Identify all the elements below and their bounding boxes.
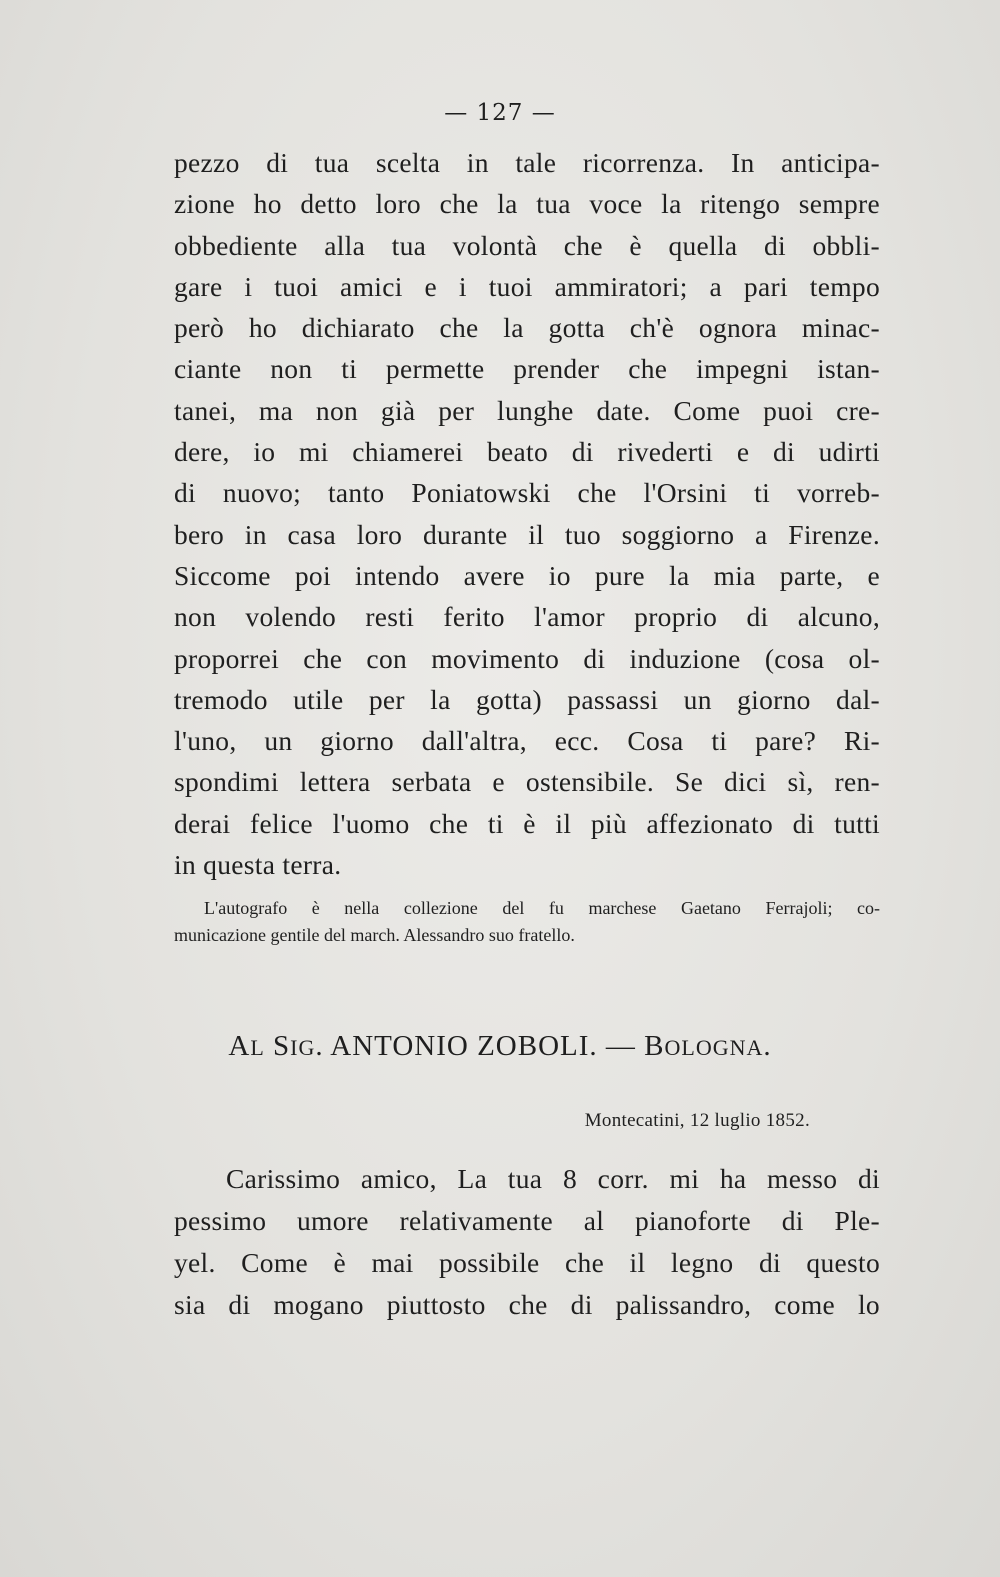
heading-al-small: L bbox=[250, 1035, 265, 1060]
text-line: pessimo umore relativamente al pianoforte di Ple- bbox=[174, 1205, 880, 1236]
footnote-line: L'autografo è nella collezione del fu marchese Gaetano Ferrajoli; co- bbox=[204, 898, 880, 918]
heading-end: . bbox=[763, 1030, 772, 1062]
dateline: Montecatini, 12 luglio 1852. bbox=[584, 1110, 810, 1131]
text-line: però ho dichiarato che la gotta ch'è ognora minac- bbox=[174, 312, 880, 344]
text-line: pezzo di tua scelta in tale ricorrenza. In anticipa- bbox=[174, 147, 880, 178]
text-line: in questa terra. bbox=[174, 849, 342, 881]
text-line: dere, io mi chiamerei beato di rivederti e di udirti bbox=[174, 436, 880, 468]
text-line: ciante non ti permette prender che impegni istan- bbox=[174, 353, 880, 385]
heading-city-small: OLOGNA bbox=[664, 1035, 764, 1060]
text-line: yel. Come è mai possibile che il legno di questo bbox=[174, 1247, 880, 1278]
footnote-line: municazione gentile del march. Alessandro suo fratello. bbox=[174, 925, 575, 945]
text-line: zione ho detto loro che la tua voce la ritengo sempre bbox=[174, 188, 880, 220]
text-line: sia di mogano piuttosto che di palissandro, come lo bbox=[174, 1289, 880, 1320]
text-line: bero in casa loro durante il tuo soggiorno a Firenze. bbox=[174, 518, 880, 550]
continued-letter-text bbox=[174, 142, 880, 885]
text-line: l'uno, un giorno dall'altra, ecc. Cosa ti pare? Ri- bbox=[174, 725, 880, 757]
text-line: Siccome poi intendo avere io pure la mia parte, e bbox=[174, 559, 880, 591]
heading-sig-initial: S bbox=[273, 1030, 291, 1062]
footnote bbox=[174, 895, 880, 949]
heading-city-initial: B bbox=[644, 1030, 665, 1062]
text-line: non volendo resti ferito l'amor proprio di alcuno, bbox=[174, 601, 880, 633]
text-line: Carissimo amico, La tua 8 corr. mi ha messo di bbox=[226, 1163, 880, 1194]
heading-al-initial: A bbox=[228, 1030, 251, 1062]
text-line: spondimi lettera serbata e ostensibile. Se dici sì, ren- bbox=[174, 766, 880, 798]
page-number: — 127 — bbox=[444, 100, 556, 126]
text-line: proporrei che con movimento di induzione (cosa ol- bbox=[174, 642, 880, 674]
heading-sig-small: IG bbox=[290, 1035, 316, 1060]
new-letter-text bbox=[174, 1158, 880, 1326]
letter-heading bbox=[0, 1030, 1000, 1063]
text-line: di nuovo; tanto Poniatowski che l'Orsini ti vorreb- bbox=[174, 477, 880, 509]
text-line: tanei, ma non già per lunghe date. Come puoi cre- bbox=[174, 394, 880, 426]
text-line: gare i tuoi amici e i tuoi ammiratori; a pari tempo bbox=[174, 270, 880, 302]
text-line: derai felice l'uomo che ti è il più affezionato di tutti bbox=[174, 807, 880, 839]
text-line: obbediente alla tua volontà che è quella di obbli- bbox=[174, 229, 880, 261]
heading-recipient: . ANTONIO ZOBOLI. — bbox=[315, 1030, 645, 1062]
text-line: tremodo utile per la gotta) passassi un giorno dal- bbox=[174, 683, 880, 715]
